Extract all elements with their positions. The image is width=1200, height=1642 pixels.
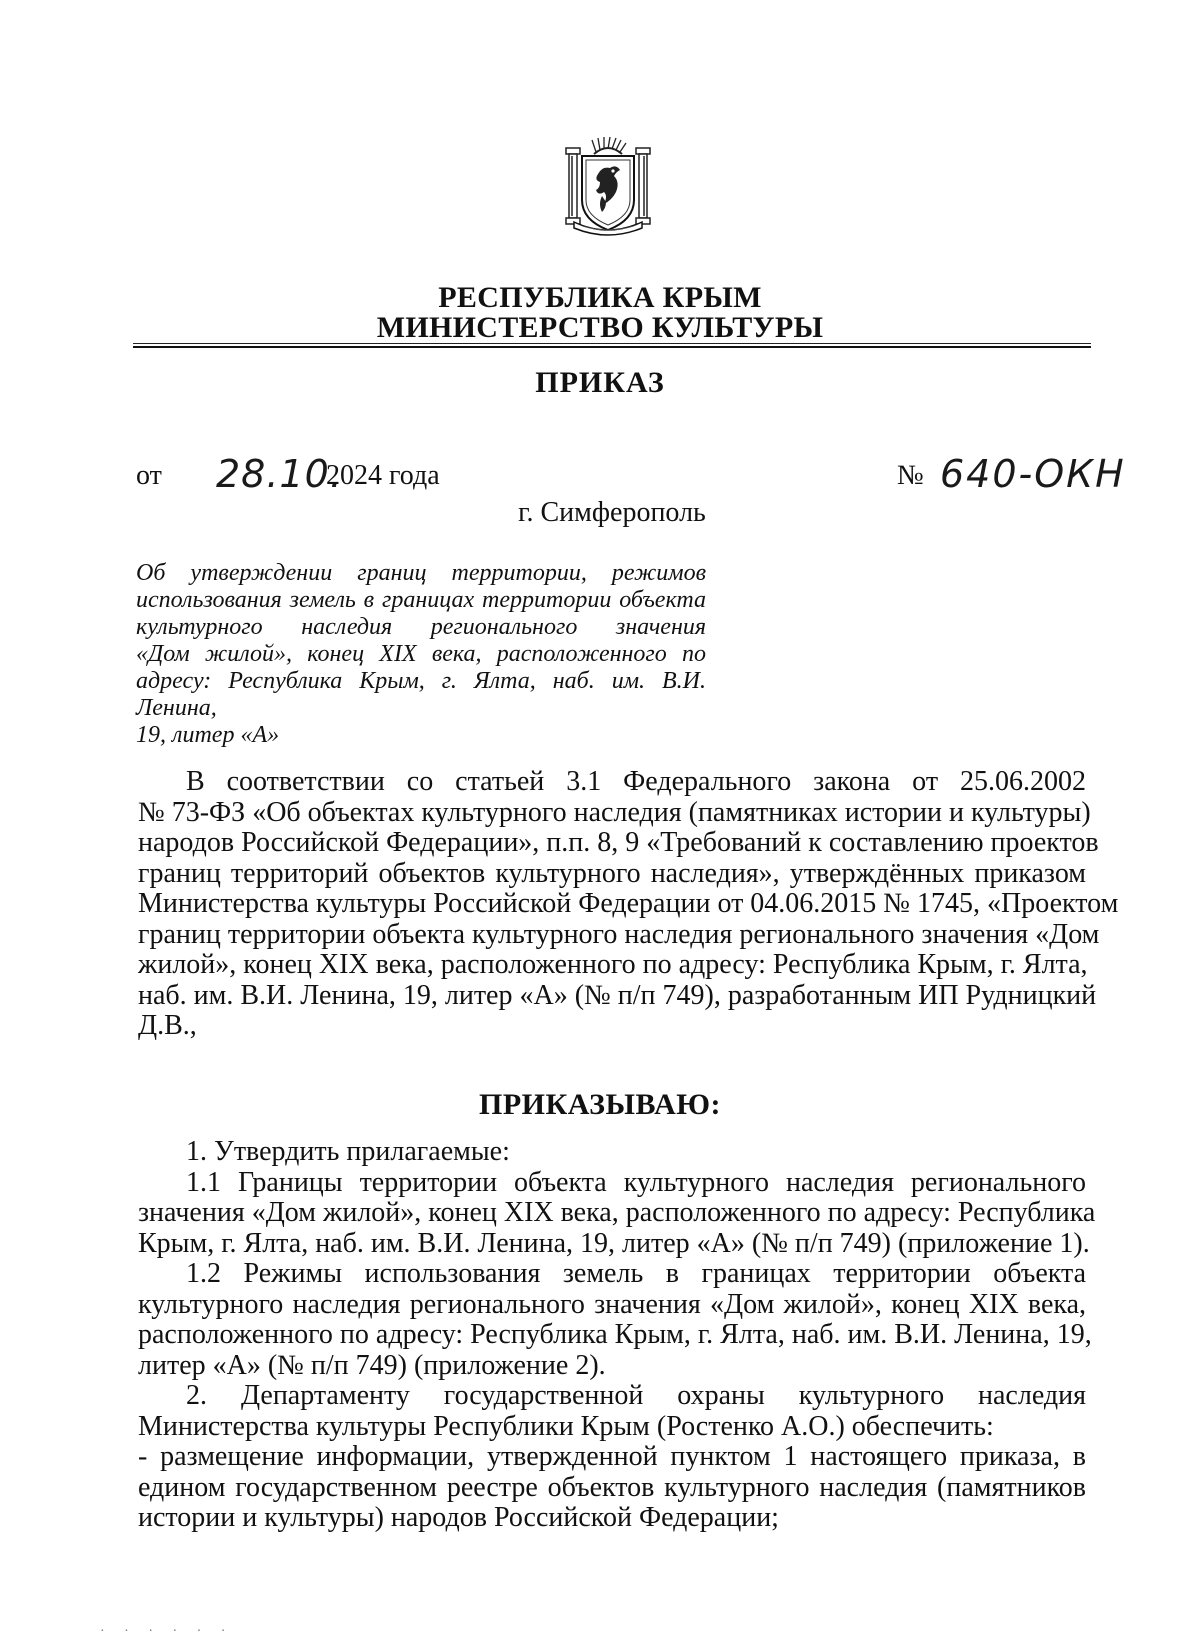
order-heading: ПРИКАЗЫВАЮ: — [478, 1088, 721, 1121]
scan-artifact-dots: · · · · · · — [100, 1624, 234, 1639]
handwritten-date: 28.10. — [216, 452, 343, 496]
preamble-line: жилой», конец XIX века, расположенного по адресу: Республика Крым, г. Ялта, — [138, 949, 1088, 980]
preamble-line: народов Российской Федерации», п.п. 8, 9 «Требований к составлению проектов — [138, 827, 1099, 858]
header-divider-thick — [133, 346, 1091, 348]
item-line: едином государственном реестре объектов культурного наследия (памятников — [138, 1471, 1086, 1503]
item-line: культурного наследия регионального значения «Дом жилой», конец XIX века, — [138, 1288, 1086, 1320]
preamble-line: Д.В., — [138, 1010, 197, 1041]
item-line: 2. Департаменту государственной охраны культурного наследия — [186, 1380, 1086, 1411]
item-line: 1. Утвердить прилагаемые: — [186, 1136, 510, 1167]
item-line: 1.2 Режимы использования земель в границах территории объекта — [186, 1258, 1086, 1289]
order-subject — [136, 560, 706, 749]
item-line: значения «Дом жилой», конец XIX века, расположенного по адресу: Республика — [138, 1197, 1096, 1228]
preamble-line: В соответствии со статьей 3.1 Федерального закона от 25.06.2002 — [186, 766, 1086, 797]
preamble-line: границ территорий объектов культурного наследия», утверждённых приказом — [138, 857, 1086, 889]
header-ministry: МИНИСТЕРСТВО КУЛЬТУРЫ — [376, 311, 824, 344]
date-prefix: от — [136, 460, 162, 491]
order-items — [138, 1136, 1096, 1534]
preamble-line: границ территории объекта культурного наследия регионального значения «Дом — [138, 918, 1100, 950]
subject-line: адресу: Республика Крым, г. Ялта, наб. им. В.И. Ленина, — [136, 668, 706, 721]
item-line: расположенного по адресу: Республика Крым, г. Ялта, наб. им. В.И. Ленина, 19, — [138, 1319, 1092, 1350]
handwritten-order-number: 640-ОКН — [940, 452, 1126, 496]
subject-line: использования земель в границах территории объекта — [136, 587, 706, 613]
preamble-line: наб. им. В.И. Ленина, 19, литер «А» (№ п/п 749), разработанным ИП Рудницкий — [138, 979, 1097, 1011]
item-line: 1.1 Границы территории объекта культурного наследия регионального — [186, 1166, 1086, 1198]
date-year: 2024 года — [326, 460, 440, 491]
number-sign: № — [897, 460, 924, 491]
preamble-line: № 73-ФЗ «Об объектах культурного наследия (памятниках истории и культуры) — [138, 796, 1091, 828]
subject-line: культурного наследия регионального значения — [136, 614, 706, 640]
item-line: Министерства культуры Республики Крым (Ростенко А.О.) обеспечить: — [138, 1410, 994, 1442]
crimea-coat-of-arms-icon — [558, 134, 658, 236]
item-line: - размещение информации, утвержденной пунктом 1 настоящего приказа, в — [138, 1441, 1086, 1472]
subject-line: 19, литер «А» — [136, 722, 280, 748]
subject-line: «Дом жилой», конец XIX века, расположенного по — [136, 641, 706, 667]
subject-line: Об утверждении границ территории, режимов — [136, 560, 706, 586]
item-line: Крым, г. Ялта, наб. им. В.И. Ленина, 19, литер «А» (№ п/п 749) (приложение 1). — [138, 1227, 1090, 1259]
preamble-line: Министерства культуры Российской Федерации от 04.06.2015 № 1745, «Проектом — [138, 888, 1119, 919]
header-divider-thin — [133, 343, 1091, 344]
document-type-title: ПРИКАЗ — [535, 366, 665, 399]
item-line: истории и культуры) народов Российской Федерации; — [138, 1502, 779, 1533]
city-line: г. Симферополь — [518, 497, 706, 528]
item-line: литер «А» (№ п/п 749) (приложение 2). — [138, 1349, 606, 1381]
preamble-paragraph — [138, 766, 1119, 1042]
header-republic: РЕСПУБЛИКА КРЫМ — [438, 281, 762, 314]
